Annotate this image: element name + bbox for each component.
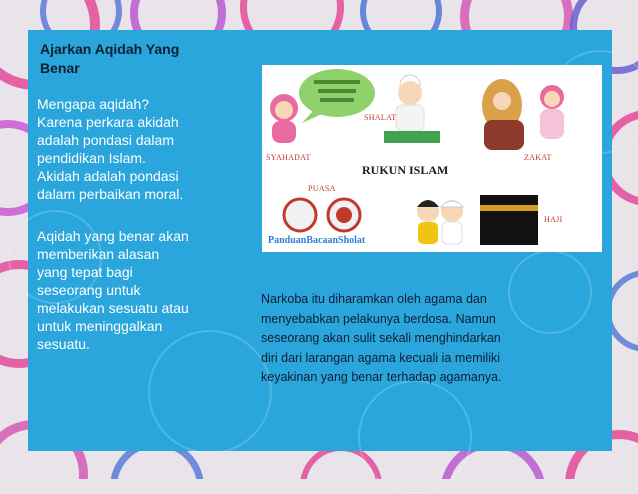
text-line: Akidah adalah pondasi (37, 168, 179, 184)
syahadat-label: SYAHADAT (266, 153, 311, 162)
paragraph-right-aqidah (37, 227, 242, 353)
puasa-label: PUASA (308, 184, 336, 193)
text-line: memberikan alasan (37, 246, 160, 262)
haji-label: HAJI (544, 215, 563, 224)
watermark-text: PanduanBacaanSholat (268, 235, 366, 246)
prayer-mat-icon (384, 131, 440, 143)
text-line: Karena perkara akidah (37, 114, 179, 130)
text-line: Aqidah yang benar akan (37, 228, 189, 244)
slide-title: Ajarkan Aqidah Yang Benar (40, 41, 180, 76)
narkoba-paragraph (261, 290, 601, 388)
rukun-islam-illustration (262, 65, 602, 252)
rukun-islam-label: RUKUN ISLAM (362, 163, 449, 177)
text-line: seseorang untuk (37, 282, 141, 298)
text-line: yang tepat bagi (37, 264, 133, 280)
shalat-label: SHALAT (364, 113, 397, 122)
text-line: keyakinan yang benar terhadap agamanya. (261, 370, 502, 384)
text-line: dalam perbaikan moral. (37, 186, 184, 202)
text-line: untuk meninggalkan (37, 318, 163, 334)
paragraph-why-aqidah (37, 95, 242, 203)
text-line: pendidikan Islam. (37, 150, 146, 166)
text-line: Mengapa aqidah? (37, 96, 150, 112)
zakat-label: ZAKAT (524, 153, 552, 162)
kaaba-icon (480, 195, 538, 245)
text-line: melakukan sesuatu atau (37, 300, 189, 316)
plate-icon (284, 199, 316, 231)
text-line: sesuatu. (37, 336, 90, 352)
text-line: menyebabkan pelakunya berdosa. Namun (261, 311, 496, 326)
text-line: adalah pondasi dalam (37, 132, 174, 148)
text-line: diri dari larangan agama kecuali ia memiliki (261, 350, 500, 365)
text-line: seseorang akan sulit sekali menghindarkan (261, 331, 501, 345)
text-line: Narkoba itu diharamkan oleh agama dan (261, 292, 487, 306)
